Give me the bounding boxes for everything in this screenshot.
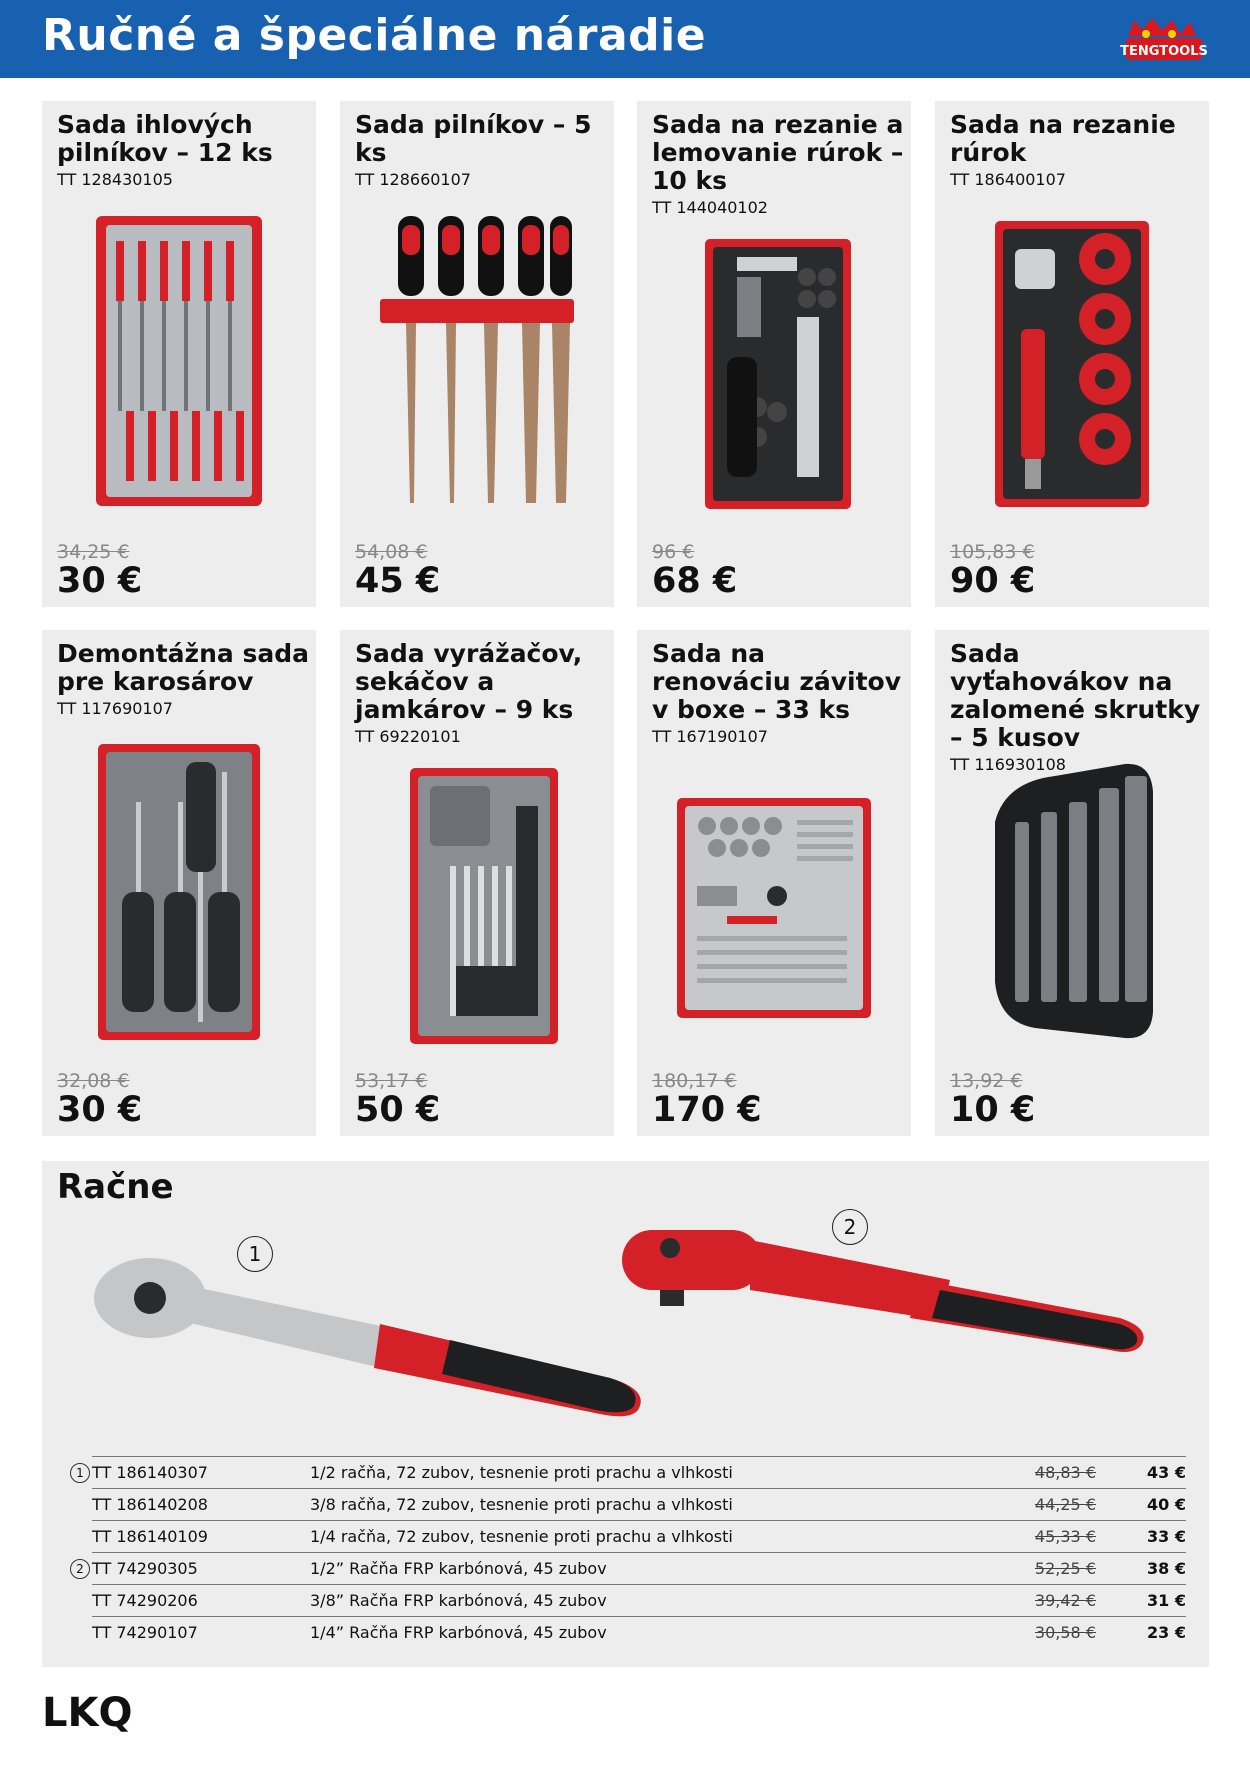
old-price: 105,83 € [950,541,1035,563]
old-price: 44,25 € [976,1489,1096,1521]
sale-price: 50 € [355,1090,441,1130]
sale-price: 23 € [1096,1617,1186,1649]
chrome-ratchet-image [90,1250,650,1420]
product-card[interactable] [637,101,911,607]
product-code: TT 186400107 [950,170,1066,189]
product-description: 3/8 račňa, 72 zubov, tesnenie proti prachu a vlhkosti [310,1489,976,1521]
product-code: TT 74290206 [92,1585,310,1617]
svg-text:LKQ: LKQ [42,1690,133,1732]
product-title: Sada ihlových pilníkov – 12 ks [57,110,273,167]
product-description: 1/2 račňa, 72 zubov, tesnenie proti prachu a vlhkosti [310,1457,976,1489]
sale-price: 33 € [1096,1521,1186,1553]
old-price: 39,42 € [976,1585,1096,1617]
product-code: TT 167190107 [652,727,768,746]
table-row [48,1617,1186,1649]
old-price: 180,17 € [652,1070,737,1092]
product-title: Sada vyrážačov, sekáčov a jamkárov – 9 ks [355,639,583,724]
file-set-image [380,211,574,511]
row-marker [48,1617,92,1649]
svg-text:TENGTOOLS: TENGTOOLS [1120,44,1208,59]
sale-price: 30 € [57,1090,143,1130]
product-code: TT 69220101 [355,727,461,746]
sale-price: 38 € [1096,1553,1186,1585]
table-row [48,1521,1186,1553]
product-description: 1/2” Račňa FRP karbónová, 45 zubov [310,1553,976,1585]
marker-1: 1 [237,1236,273,1272]
red-carbon-ratchet-image [620,1220,1150,1360]
sale-price: 43 € [1096,1457,1186,1489]
table-row [48,1457,1186,1489]
sale-price: 68 € [652,561,738,601]
sale-price: 170 € [652,1090,762,1130]
screw-extractor-set-image [975,762,1169,1042]
thread-repair-set-image [677,796,871,1020]
product-description: 1/4 račňa, 72 zubov, tesnenie proti prachu a vlhkosti [310,1521,976,1553]
sale-price: 40 € [1096,1489,1186,1521]
sale-price: 90 € [950,561,1036,601]
old-price: 54,08 € [355,541,428,563]
table-row [48,1489,1186,1521]
sale-price: 31 € [1096,1585,1186,1617]
row-marker [48,1489,92,1521]
product-card[interactable] [42,101,316,607]
marker-2: 2 [832,1209,868,1245]
body-trim-tool-set-image [82,742,276,1042]
old-price: 45,33 € [976,1521,1096,1553]
needle-file-set-image [82,211,276,511]
old-price: 34,25 € [57,541,130,563]
product-title: Sada na rezanie a lemovanie rúrok – 10 ks [652,110,904,195]
old-price: 53,17 € [355,1070,428,1092]
sale-price: 45 € [355,561,441,601]
product-description: 3/8” Račňa FRP karbónová, 45 zubov [310,1585,976,1617]
row-marker [48,1585,92,1617]
product-code: TT 144040102 [652,198,768,217]
product-title: Sada na renováciu závitov v boxe – 33 ks [652,639,902,724]
product-card[interactable] [935,101,1209,607]
tengtools-logo [1120,14,1210,68]
product-title: Sada vyťahovákov na zalomené skrutky – 5 kusov [950,639,1201,752]
product-code: TT 186140307 [92,1457,310,1489]
product-description: 1/4” Račňa FRP karbónová, 45 zubov [310,1617,976,1649]
pipe-cutter-set-image [975,219,1169,509]
product-code: TT 186140109 [92,1521,310,1553]
row-marker: 2 [70,1559,90,1579]
product-card[interactable] [637,630,911,1136]
product-code: TT 186140208 [92,1489,310,1521]
lkq-logo [42,1690,182,1732]
product-title: Sada pilníkov – 5 ks [355,110,592,167]
section-heading: Račne [57,1167,174,1207]
old-price: 48,83 € [976,1457,1096,1489]
page-header [0,0,1250,78]
table-row [48,1553,1186,1585]
product-title: Demontážna sada pre karosárov [57,639,309,696]
old-price: 30,58 € [976,1617,1096,1649]
row-marker [48,1521,92,1553]
product-card[interactable] [935,630,1209,1136]
page-title: Ručné a špeciálne náradie [42,10,707,61]
old-price: 52,25 € [976,1553,1096,1585]
product-code: TT 128660107 [355,170,471,189]
product-card[interactable] [340,101,614,607]
ratchet-price-table [48,1456,1186,1648]
old-price: 13,92 € [950,1070,1023,1092]
product-code: TT 74290107 [92,1617,310,1649]
product-card[interactable] [340,630,614,1136]
old-price: 96 € [652,541,695,563]
pipe-cutting-flaring-set-image [677,237,871,511]
row-marker: 1 [70,1463,90,1483]
product-code: TT 116930108 [950,755,1066,774]
old-price: 32,08 € [57,1070,130,1092]
product-title: Sada na rezanie rúrok [950,110,1176,167]
sale-price: 30 € [57,561,143,601]
sale-price: 10 € [950,1090,1036,1130]
punch-chisel-set-image [380,766,574,1046]
table-row [48,1585,1186,1617]
product-code: TT 74290305 [92,1553,310,1585]
product-code: TT 117690107 [57,699,173,718]
product-code: TT 128430105 [57,170,173,189]
product-card[interactable] [42,630,316,1136]
